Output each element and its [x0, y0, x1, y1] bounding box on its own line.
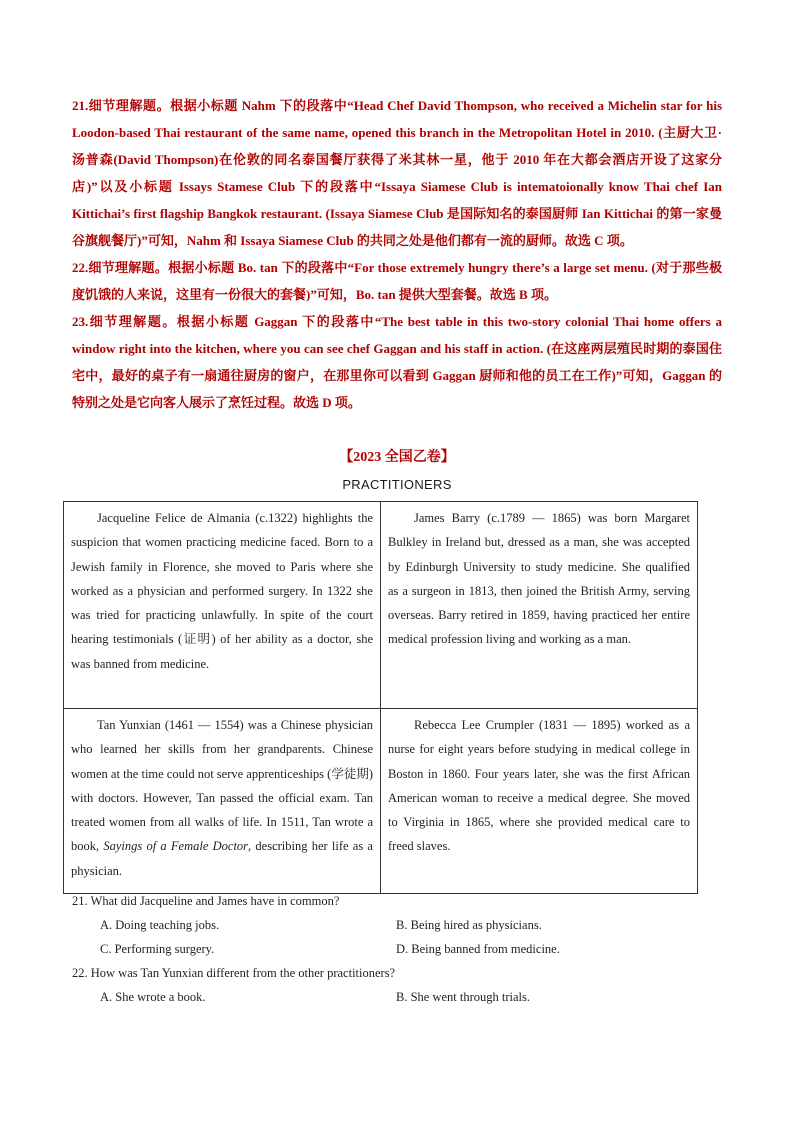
profile-jacqueline: [64, 502, 381, 709]
answer-22-explanation: 22.细节理解题。根据小标题 Bo. tan 下的段落中“For those extremely hungry there’s a large set menu. (对于那些极度饥饿的人来说，这里有一份很大的套餐)”可知，Bo. tan 提供大型套餐。故选 B 项。: [72, 260, 722, 302]
table-row: [64, 709, 698, 894]
profile-text: Rebecca Lee Crumpler (1831 — 1895) worked as a nurse for eight years before studying in medical college in Boston in 1860. Four years later, she was the first African American woman to receive a medical degree. She moved to Virginia in 1865, where she provided medical care to freed slaves.: [388, 718, 690, 854]
answer-21-explanation: 21.细节理解题。根据小标题 Nahm 下的段落中“Head Chef David Thompson, who received a Michelin star for his Loodon-based Thai restaurant of the same name, opened this branch in the Metropolitan Hotel in 2010. (主厨大卫·汤普森(David Thompson)在伦敦的同名泰国餐厅获得了米其林一星，他于 2010 年在大都会酒店开设了这家分店)”以及小标题 Issays Stamese Club 下的段落中“Issaya Siamese Club is intematoionally know Thai chef Ian Kittichai’s first flagship Bangkok restaurant. (Issaya Siamese Club 是国际知名的泰国厨师 Ian Kittichai 的第一家曼谷旗舰餐厅)”可知，Nahm 和 Issaya Siamese Club 的共同之处是他们都有一流的厨师。故选 C 项。: [72, 98, 722, 248]
profile-tan: [64, 709, 381, 894]
passage-title: PRACTITIONERS: [342, 477, 452, 492]
option-row: [72, 913, 722, 937]
profile-rebecca: [381, 709, 698, 894]
profile-text: James Barry (c.1789 — 1865) was born Margaret Bulkley in Ireland but, dressed as a man, she was accepted by Edinburgh University to study medicine. She qualified as a surgeon in 1813, then joined the British Army, serving overseas. Barry retired in 1859, having practiced her entire medical profession living and working as a man.: [388, 511, 690, 647]
option-row: [72, 985, 722, 1009]
profile-james: [381, 502, 698, 709]
option-21-d: D. Being banned from medicine.: [396, 942, 560, 956]
option-21-c: C. Performing surgery.: [100, 942, 215, 956]
question-21-stem: 21. What did Jacqueline and James have in common?: [72, 894, 340, 908]
book-title: Sayings of a Female Doctor: [103, 839, 249, 854]
option-row: [72, 937, 722, 961]
question-list: [72, 889, 722, 1009]
option-22-b: B. She went through trials.: [396, 990, 531, 1004]
profile-text: , describing her life as a physician.: [71, 839, 373, 878]
option-21-b: B. Being hired as physicians.: [396, 918, 542, 932]
practitioners-table: [63, 501, 698, 894]
exam-source-heading: 【2023 全国乙卷】: [339, 450, 455, 465]
table-row: [64, 502, 698, 709]
option-22-a: A. She wrote a book.: [100, 990, 206, 1004]
profile-text: Jacqueline Felice de Almania (c.1322) highlights the suspicion that women practicing medicine faced. Born to a Jewish family in Florence, she moved to Paris where she worked as a physician and performed surgery. In 1322 she was tried for practicing unlawfully. In spite of the court hearing testimonials (证明) of her ability as a doctor, she was banned from medicine.: [71, 511, 373, 671]
answer-explanations: [72, 92, 722, 416]
option-21-a: A. Doing teaching jobs.: [100, 918, 220, 932]
question-22-stem: 22. How was Tan Yunxian different from the other practitioners?: [72, 966, 396, 980]
profile-text: Tan Yunxian (1461 — 1554) was a Chinese physician who learned her skills from her grandparents. Chinese women at the time could not serve apprenticeships (学徒期) with doctors. However, Tan passed the official exam. Tan treated women from all walks of life. In 1511, Tan wrote a book,: [71, 718, 374, 854]
answer-23-explanation: 23.细节理解题。根据小标题 Gaggan 下的段落中“The best table in this two-story colonial Thai home offers a window right into the kitchen, where you can see chef Gaggan and his staff in action. (在这座两层殖民时期的泰国住宅中，最好的桌子有一扇通往厨房的窗户，在那里你可以看到 Gaggan 厨师和他的员工在工作)”可知，Gaggan 的特别之处是它向客人展示了烹饪过程。故选 D 项。: [72, 314, 722, 410]
